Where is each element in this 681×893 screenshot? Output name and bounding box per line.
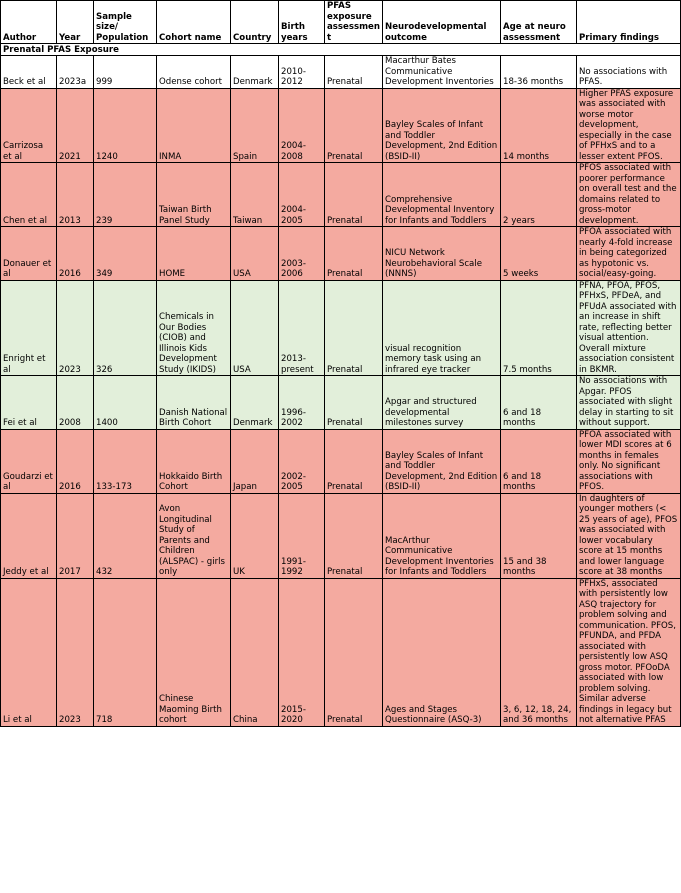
cell-exposure: Prenatal <box>325 493 383 578</box>
cell-country: UK <box>231 493 279 578</box>
cell-author: Fei et al <box>1 376 57 430</box>
cell-findings: PFOS associated with poorer performance on overall test and the domains related to gross-motor development. <box>577 163 681 227</box>
header-cohort: Cohort name <box>157 1 231 44</box>
cell-sample: 432 <box>94 493 157 578</box>
table-row <box>1 163 681 227</box>
cell-author: Chen et al <box>1 163 57 227</box>
cell-author: Li et al <box>1 578 57 726</box>
cell-findings: Higher PFAS exposure was associated with worse motor development, especially in the case of PFHxS and to a lesser extent PFOS. <box>577 88 681 163</box>
cell-sample: 718 <box>94 578 157 726</box>
cell-outcome: MacArthur Communicative Development Inventories for Infants and Toddlers <box>383 493 501 578</box>
cell-year: 2008 <box>57 376 94 430</box>
cell-age: 18-36 months <box>501 56 577 89</box>
cell-exposure: Prenatal <box>325 88 383 163</box>
cell-cohort: Chinese Maoming Birth cohort <box>157 578 231 726</box>
cell-birth: 2004-2005 <box>279 163 325 227</box>
cell-findings: No associations with Apgar. PFOS associated with slight delay in starting to sit without support. <box>577 376 681 430</box>
cell-cohort: Taiwan Birth Panel Study <box>157 163 231 227</box>
cell-exposure: Prenatal <box>325 429 383 493</box>
cell-birth: 2010-2012 <box>279 56 325 89</box>
cell-age: 2 years <box>501 163 577 227</box>
cell-findings: PFNA, PFOA, PFOS, PFHxS, PFDeA, and PFUdA associated with an increase in shift rate, reflecting better visual attention. Overall mixture association consistent in BKMR. <box>577 280 681 376</box>
cell-sample: 326 <box>94 280 157 376</box>
cell-country: Spain <box>231 88 279 163</box>
header-year: Year <box>57 1 94 44</box>
header-author: Author <box>1 1 57 44</box>
cell-age: 5 weeks <box>501 227 577 281</box>
cell-outcome: visual recognition memory task using an infrared eye tracker <box>383 280 501 376</box>
header-findings: Primary findings <box>577 1 681 44</box>
table-row <box>1 56 681 89</box>
cell-exposure: Prenatal <box>325 280 383 376</box>
cell-sample: 1400 <box>94 376 157 430</box>
cell-age: 3, 6, 12, 18, 24, and 36 months <box>501 578 577 726</box>
cell-birth: 2013-present <box>279 280 325 376</box>
cell-author: Carrizosa et al <box>1 88 57 163</box>
table-row <box>1 429 681 493</box>
cell-exposure: Prenatal <box>325 376 383 430</box>
header-country: Country <box>231 1 279 44</box>
cell-outcome: Bayley Scales of Infant and Toddler Development, 2nd Edition (BSID-II) <box>383 429 501 493</box>
cell-country: Denmark <box>231 56 279 89</box>
cell-cohort: Chemicals in Our Bodies (CIOB) and Illinois Kids Development Study (IKIDS) <box>157 280 231 376</box>
cell-sample: 999 <box>94 56 157 89</box>
cell-birth: 1991-1992 <box>279 493 325 578</box>
header-sample: Sample size/ Population <box>94 1 157 44</box>
cell-country: Japan <box>231 429 279 493</box>
section-row <box>1 44 681 56</box>
header-age: Age at neuro assessment <box>501 1 577 44</box>
cell-author: Donauer et al <box>1 227 57 281</box>
table-row <box>1 227 681 281</box>
cell-sample: 239 <box>94 163 157 227</box>
cell-findings: No associations with PFAS. <box>577 56 681 89</box>
cell-exposure: Prenatal <box>325 56 383 89</box>
cell-exposure: Prenatal <box>325 578 383 726</box>
cell-cohort: Odense cohort <box>157 56 231 89</box>
cell-author: Goudarzi et al <box>1 429 57 493</box>
cell-outcome: Bayley Scales of Infant and Toddler Development, 2nd Edition (BSID-II) <box>383 88 501 163</box>
cell-cohort: Avon Longitudinal Study of Parents and Children (ALSPAC) - girls only <box>157 493 231 578</box>
cell-country: China <box>231 578 279 726</box>
cell-year: 2021 <box>57 88 94 163</box>
cell-sample: 1240 <box>94 88 157 163</box>
cell-year: 2023 <box>57 578 94 726</box>
cell-cohort: INMA <box>157 88 231 163</box>
cell-birth: 2015-2020 <box>279 578 325 726</box>
cell-outcome: Apgar and structured developmental milestones survey <box>383 376 501 430</box>
cell-sample: 349 <box>94 227 157 281</box>
cell-country: Denmark <box>231 376 279 430</box>
cell-birth: 2003-2006 <box>279 227 325 281</box>
cell-findings: PFOA associated with nearly 4-fold increase in being categorized as hypotonic vs. social/easy-going. <box>577 227 681 281</box>
table-row <box>1 578 681 726</box>
header-row <box>1 1 681 44</box>
cell-age: 6 and 18 months <box>501 376 577 430</box>
cell-year: 2017 <box>57 493 94 578</box>
cell-findings: PFOA associated with lower MDI scores at 6 months in females only. No significant associations with PFOS. <box>577 429 681 493</box>
cell-findings: PFHxS, associated with persistently low ASQ trajectory for problem solving and communication. PFOS, PFUNDA, and PFDA associated with persistently low ASQ gross motor. PFOoDA associated with low problem solving. Similar adverse findings in legacy but not alternative PFAS <box>577 578 681 726</box>
cell-birth: 1996-2002 <box>279 376 325 430</box>
cell-exposure: Prenatal <box>325 227 383 281</box>
cell-country: Taiwan <box>231 163 279 227</box>
cell-cohort: Danish National Birth Cohort <box>157 376 231 430</box>
table-row <box>1 376 681 430</box>
cell-year: 2016 <box>57 429 94 493</box>
header-outcome: Neurodevelopmental outcome <box>383 1 501 44</box>
cell-author: Enright et al <box>1 280 57 376</box>
cell-outcome: Comprehensive Developmental Inventory for Infants and Toddlers <box>383 163 501 227</box>
cell-age: 7.5 months <box>501 280 577 376</box>
section-title: Prenatal PFAS Exposure <box>1 44 681 56</box>
cell-outcome: Ages and Stages Questionnaire (ASQ-3) <box>383 578 501 726</box>
cell-cohort: Hokkaido Birth Cohort <box>157 429 231 493</box>
cell-year: 2013 <box>57 163 94 227</box>
table-row <box>1 88 681 163</box>
cell-age: 15 and 38 months <box>501 493 577 578</box>
cell-age: 14 months <box>501 88 577 163</box>
cell-country: USA <box>231 227 279 281</box>
cell-cohort: HOME <box>157 227 231 281</box>
cell-findings: In daughters of younger mothers (< 25 years of age), PFOS was associated with lower vocabulary score at 15 months and lower language score at 38 months <box>577 493 681 578</box>
cell-outcome: Macarthur Bates Communicative Development Inventories <box>383 56 501 89</box>
cell-year: 2023a <box>57 56 94 89</box>
cell-year: 2016 <box>57 227 94 281</box>
cell-age: 6 and 18 months <box>501 429 577 493</box>
cell-author: Beck et al <box>1 56 57 89</box>
cell-author: Jeddy et al <box>1 493 57 578</box>
cell-birth: 2004-2008 <box>279 88 325 163</box>
table-row <box>1 493 681 578</box>
cell-country: USA <box>231 280 279 376</box>
cell-year: 2023 <box>57 280 94 376</box>
header-birth-years: Birth years <box>279 1 325 44</box>
cell-sample: 133-173 <box>94 429 157 493</box>
cell-birth: 2002-2005 <box>279 429 325 493</box>
cell-exposure: Prenatal <box>325 163 383 227</box>
cell-outcome: NICU Network Neurobehavioral Scale (NNNS) <box>383 227 501 281</box>
table-row <box>1 280 681 376</box>
header-exposure: PFAS exposure assessment <box>325 1 383 44</box>
